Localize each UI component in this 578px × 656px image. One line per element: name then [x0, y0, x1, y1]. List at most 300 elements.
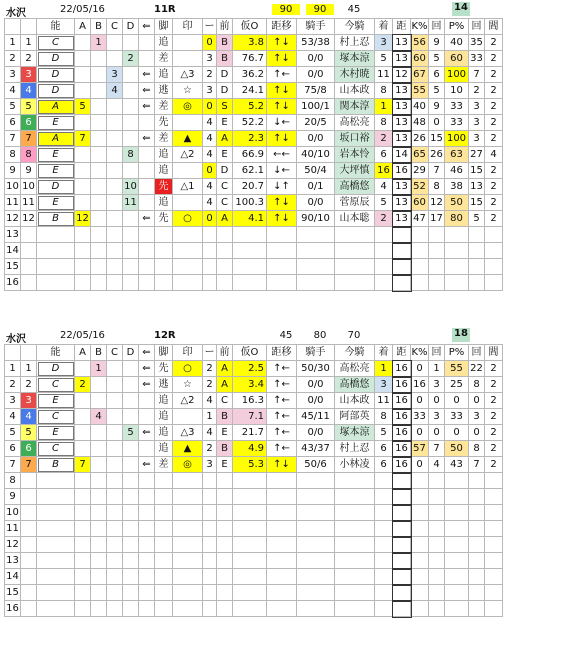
cell: 11 [123, 195, 139, 211]
cell: 8 [5, 473, 21, 489]
cell [37, 275, 75, 291]
cell: 12 [21, 211, 37, 227]
cell: ⇐ [139, 211, 155, 227]
cell [107, 377, 123, 393]
cell: 追 [155, 409, 173, 425]
cell: 7 [429, 163, 445, 179]
cell: 7 [469, 457, 485, 473]
table-row[interactable] [5, 393, 503, 409]
cell [469, 553, 485, 569]
cell: 0 [445, 425, 469, 441]
cell [203, 537, 217, 553]
cell: 3 [375, 35, 393, 51]
cell [335, 505, 375, 521]
cell: 55 [411, 83, 429, 99]
cell: 3 [203, 83, 217, 99]
cell: B [217, 35, 233, 51]
cell: ↑↓ [267, 35, 297, 51]
cell: 坂口裕 [335, 131, 375, 147]
cell [375, 521, 393, 537]
cell: 塚本涼 [335, 51, 375, 67]
column-header: 騎手 [297, 345, 335, 361]
cell: D [217, 163, 233, 179]
cell [173, 537, 203, 553]
cell: ⇐ [139, 457, 155, 473]
cell [91, 195, 107, 211]
table-row[interactable] [5, 83, 503, 99]
cell: E [217, 115, 233, 131]
column-header [21, 345, 37, 361]
table-row[interactable] [5, 409, 503, 425]
cell: 小林凌 [335, 457, 375, 473]
cell [75, 163, 91, 179]
cell [123, 243, 139, 259]
cell [107, 489, 123, 505]
cell [469, 585, 485, 601]
cell: 2 [485, 51, 503, 67]
table-row[interactable] [5, 361, 503, 377]
cell: 高橋悠 [335, 179, 375, 195]
cell [485, 227, 503, 243]
column-header: 着 [375, 345, 393, 361]
cell: A [217, 377, 233, 393]
cell: 9 [429, 35, 445, 51]
cell [375, 601, 393, 617]
cell [411, 553, 429, 569]
cell [469, 505, 485, 521]
figure-value: 90 [272, 4, 300, 15]
cell [217, 585, 233, 601]
cell [335, 553, 375, 569]
cell [37, 115, 75, 131]
column-header: 回 [429, 19, 445, 35]
cell: 13 [5, 227, 21, 243]
table-row[interactable] [5, 489, 503, 505]
cell: 阿部英 [335, 409, 375, 425]
cell [297, 275, 335, 291]
cell: A [217, 361, 233, 377]
cell [37, 601, 75, 617]
table-row[interactable] [5, 601, 503, 617]
cell [233, 585, 267, 601]
cell [375, 585, 393, 601]
cell [155, 243, 173, 259]
cell: 60 [445, 51, 469, 67]
cell [393, 601, 411, 617]
table-row[interactable] [5, 275, 503, 291]
cell: ↑↓ [267, 83, 297, 99]
cell [139, 179, 155, 195]
place-text: 水沢 [6, 334, 26, 345]
cell [393, 275, 411, 291]
cell: 2 [485, 131, 503, 147]
cell [91, 211, 107, 227]
cell [203, 601, 217, 617]
cell [173, 553, 203, 569]
cell [107, 473, 123, 489]
cell: 0 [411, 425, 429, 441]
cell [91, 227, 107, 243]
table-row[interactable] [5, 51, 503, 67]
column-header: 回 [429, 345, 445, 361]
cell: C [217, 393, 233, 409]
cell: 追 [155, 425, 173, 441]
cell [429, 473, 445, 489]
cell [233, 227, 267, 243]
cell: 13 [469, 179, 485, 195]
cell: 8 [123, 147, 139, 163]
cell: 16 [393, 361, 411, 377]
cell: 3 [429, 377, 445, 393]
cell: 3.4 [233, 377, 267, 393]
cell [75, 489, 91, 505]
cell [267, 275, 297, 291]
table-row[interactable] [5, 569, 503, 585]
cell: 6 [21, 115, 37, 131]
race-sheet-11r [4, 2, 572, 291]
table-row[interactable] [5, 163, 503, 179]
cell [75, 67, 91, 83]
cell [173, 473, 203, 489]
cell: 16 [5, 601, 21, 617]
cell [335, 473, 375, 489]
cell: 9 [5, 163, 21, 179]
cell [37, 553, 75, 569]
cell: 0 [429, 425, 445, 441]
cell: E [217, 147, 233, 163]
cell: 山本政 [335, 393, 375, 409]
cell [91, 585, 107, 601]
cell [123, 67, 139, 83]
table-row[interactable] [5, 457, 503, 473]
cell: D [217, 83, 233, 99]
cell [429, 275, 445, 291]
k-value: 18 [452, 328, 470, 342]
entry-table [4, 18, 503, 291]
column-header: 前 [217, 19, 233, 35]
cell [75, 195, 91, 211]
cell: ▲ [173, 441, 203, 457]
cell [37, 211, 75, 227]
cell [91, 457, 107, 473]
cell: ⇐ [139, 99, 155, 115]
cell: 追 [155, 35, 173, 51]
table-row[interactable] [5, 115, 503, 131]
table-row[interactable] [5, 473, 503, 489]
cell: 11 [5, 195, 21, 211]
cell: 追 [155, 163, 173, 179]
cell [445, 473, 469, 489]
cell: 15 [469, 163, 485, 179]
column-header: 回 [469, 19, 485, 35]
cell: 2 [485, 35, 503, 51]
cell: 1 [203, 409, 217, 425]
cell: 8 [375, 409, 393, 425]
date-text: 22/05/16 [60, 4, 105, 15]
cell: 4 [485, 147, 503, 163]
cell [75, 393, 91, 409]
cell [75, 537, 91, 553]
cell [37, 83, 75, 99]
cell: 16 [393, 457, 411, 473]
cell: 8 [469, 441, 485, 457]
cell: 4 [429, 457, 445, 473]
cell [123, 35, 139, 51]
cell: 66.9 [233, 147, 267, 163]
cell: 追 [155, 441, 173, 457]
cell [411, 259, 429, 275]
column-header: 距 [393, 345, 411, 361]
cell: 7 [75, 131, 91, 147]
cell [297, 227, 335, 243]
cell [203, 505, 217, 521]
cell: 7 [5, 457, 21, 473]
table-row[interactable] [5, 243, 503, 259]
cell [469, 227, 485, 243]
table-row[interactable] [5, 211, 503, 227]
cell [375, 473, 393, 489]
ability-badge: E [38, 148, 74, 162]
cell: 50/4 [297, 163, 335, 179]
cell: ◎ [173, 99, 203, 115]
table-row[interactable] [5, 521, 503, 537]
cell: 4 [107, 83, 123, 99]
cell [485, 275, 503, 291]
cell [393, 569, 411, 585]
cell [75, 569, 91, 585]
cell [217, 275, 233, 291]
cell [173, 51, 203, 67]
cell [203, 569, 217, 585]
cell: 2 [485, 457, 503, 473]
cell [123, 441, 139, 457]
table-row[interactable] [5, 441, 503, 457]
cell: 7 [5, 131, 21, 147]
cell [91, 179, 107, 195]
cell [203, 473, 217, 489]
cell: 2.5 [233, 361, 267, 377]
cell: 2 [485, 67, 503, 83]
cell [445, 585, 469, 601]
race-header [4, 2, 572, 18]
table-row[interactable] [5, 131, 503, 147]
cell: 25 [445, 377, 469, 393]
cell [37, 489, 75, 505]
cell: 1 [91, 361, 107, 377]
column-header: ⇐ [139, 19, 155, 35]
cell [37, 473, 75, 489]
table-row[interactable] [5, 195, 503, 211]
cell [155, 553, 173, 569]
cell [91, 473, 107, 489]
cell: 12 [429, 195, 445, 211]
cell: 10 [123, 179, 139, 195]
table-row[interactable] [5, 537, 503, 553]
cell: 12 [75, 211, 91, 227]
cell: 90/10 [297, 211, 335, 227]
cell [429, 553, 445, 569]
cell: 5 [375, 195, 393, 211]
cell [91, 83, 107, 99]
cell [37, 377, 75, 393]
cell [139, 227, 155, 243]
cell [155, 601, 173, 617]
cell: 追 [155, 147, 173, 163]
cell [37, 227, 75, 243]
cell [91, 259, 107, 275]
cell: 43 [445, 457, 469, 473]
cell: 26 [429, 147, 445, 163]
cell [91, 131, 107, 147]
table-row[interactable] [5, 585, 503, 601]
cell [233, 505, 267, 521]
column-header: 能 [37, 345, 75, 361]
cell: 53/38 [297, 35, 335, 51]
table-row[interactable] [5, 425, 503, 441]
cell [91, 377, 107, 393]
cell: 9 [429, 99, 445, 115]
cell [335, 537, 375, 553]
cell: 60 [411, 51, 429, 67]
cell [91, 163, 107, 179]
ability-badge: E [38, 116, 74, 130]
cell [375, 505, 393, 521]
cell [123, 163, 139, 179]
cell: 0 [203, 35, 217, 51]
cell [445, 553, 469, 569]
table-row[interactable] [5, 67, 503, 83]
cell [107, 227, 123, 243]
cell: ↑← [267, 441, 297, 457]
cell: 2 [75, 377, 91, 393]
cell: 1 [375, 361, 393, 377]
cell: 10 [21, 179, 37, 195]
cell: 関本淳 [335, 99, 375, 115]
cell: 0 [203, 211, 217, 227]
cell [91, 489, 107, 505]
cell: A [217, 131, 233, 147]
cell [203, 553, 217, 569]
cell: 10 [5, 505, 21, 521]
cell [107, 243, 123, 259]
column-header: C [107, 345, 123, 361]
table-row[interactable] [5, 377, 503, 393]
cell: 2 [5, 377, 21, 393]
cell [267, 569, 297, 585]
cell [123, 409, 139, 425]
table-row[interactable] [5, 99, 503, 115]
table-row[interactable] [5, 553, 503, 569]
cell: 16 [393, 409, 411, 425]
cell: 3 [429, 409, 445, 425]
cell [217, 227, 233, 243]
column-header: 回 [469, 345, 485, 361]
cell [21, 505, 37, 521]
figure-value: 90 [306, 4, 334, 15]
table-row[interactable] [5, 259, 503, 275]
cell [411, 601, 429, 617]
cell: 木村暁 [335, 67, 375, 83]
cell: 8 [429, 179, 445, 195]
cell: 4 [21, 83, 37, 99]
cell: 1 [91, 35, 107, 51]
column-header: 脚 [155, 345, 173, 361]
cell [75, 361, 91, 377]
cell [429, 505, 445, 521]
table-row[interactable] [5, 505, 503, 521]
cell [123, 99, 139, 115]
cell [155, 521, 173, 537]
cell: 16 [375, 163, 393, 179]
cell: 65 [411, 147, 429, 163]
table-row[interactable] [5, 227, 503, 243]
cell [107, 585, 123, 601]
cell: 3 [469, 409, 485, 425]
cell [469, 275, 485, 291]
table-row[interactable] [5, 179, 503, 195]
cell [75, 83, 91, 99]
cell [411, 537, 429, 553]
table-row[interactable] [5, 147, 503, 163]
cell [123, 211, 139, 227]
cell [429, 521, 445, 537]
cell [233, 601, 267, 617]
cell: 4 [203, 147, 217, 163]
cell [91, 51, 107, 67]
cell: ↑↓ [267, 457, 297, 473]
cell: 2 [203, 377, 217, 393]
cell [233, 569, 267, 585]
cell [91, 425, 107, 441]
cell [21, 601, 37, 617]
cell: 56 [411, 35, 429, 51]
table-row[interactable] [5, 35, 503, 51]
cell: 100 [445, 67, 469, 83]
cell [75, 259, 91, 275]
cell [21, 489, 37, 505]
cell: ↓← [267, 115, 297, 131]
cell [297, 521, 335, 537]
cell [469, 521, 485, 537]
cell: 11 [5, 521, 21, 537]
cell: 3 [469, 131, 485, 147]
ability-badge: D [38, 362, 74, 376]
cell: E [217, 457, 233, 473]
cell [91, 275, 107, 291]
cell: 2 [485, 425, 503, 441]
cell [155, 505, 173, 521]
cell [37, 425, 75, 441]
column-header: 印 [173, 19, 203, 35]
cell [217, 259, 233, 275]
cell [335, 585, 375, 601]
cell: ⇐ [139, 67, 155, 83]
column-header: 騎手 [297, 19, 335, 35]
cell: △3 [173, 67, 203, 83]
cell: 20/5 [297, 115, 335, 131]
cell [21, 275, 37, 291]
cell: ↑↓ [267, 195, 297, 211]
cell: ⇐ [139, 425, 155, 441]
cell: △2 [173, 393, 203, 409]
cell [267, 489, 297, 505]
cell: 33 [445, 409, 469, 425]
cell [445, 227, 469, 243]
cell [37, 35, 75, 51]
cell: 0 [203, 163, 217, 179]
race-header [4, 328, 572, 344]
race-text: 11R [154, 4, 176, 15]
